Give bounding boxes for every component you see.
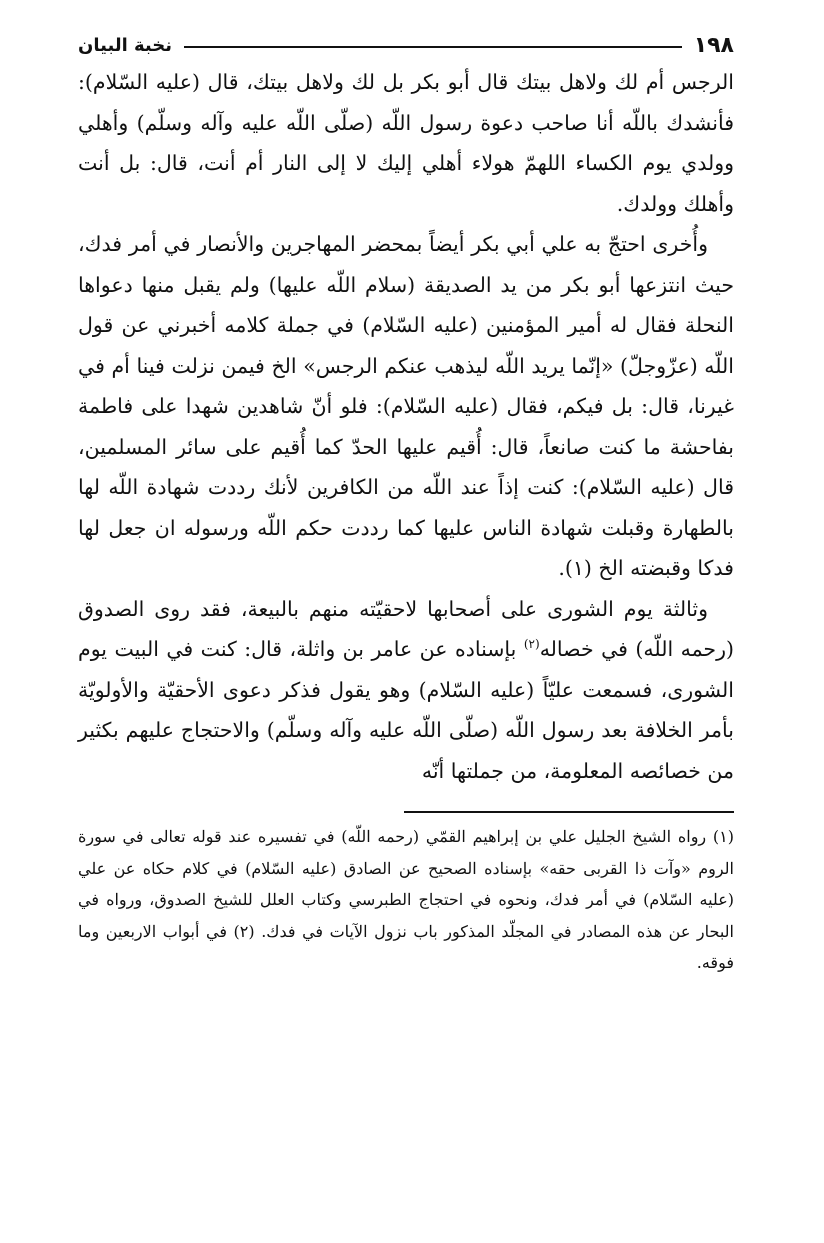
paragraph: وأُخرى احتجّ به علي أبي بكر أيضاً بمحضر المهاجرين والأنصار في أمر فدك، حيث انتزعها أبو بكر من يد الصديقة (سلام اللّه عليها) ولم يقبل منها دعواها النحلة فقال له أمير المؤمنين (عليه السّلام) في جملة كلامه أخبرني عن قول اللّه (عزّوجلّ) «إنّما يريد اللّه ليذهب عنكم الرجس» الخ فيمن نزلت فينا أم في غيرنا، قال: بل فيكم، فقال (عليه السّلام): فلو أنّ شاهدين شهدا على فاطمة بفاحشة ما كنت صانعاً، قال: أُقيم عليها الحدّ كما أُقيم على سائر المسلمين، قال (عليه السّلام): كنت إذاً عند اللّه من الكافرين لأنك رددت شهادة اللّه لها بالطهارة وقبلت شهادة الناس عليها كما رددت حكم اللّه ورسوله ان جعل لها فدكا وقبضته الخ (١). — [78, 232, 734, 580]
paragraph — [78, 589, 734, 792]
main-text — [78, 62, 734, 791]
page-header — [78, 30, 734, 60]
paragraph: الرجس أم لك ولاهل بيتك قال أبو بكر بل لك ولاهل بيتك، قال (عليه السّلام): فأنشدك باللّه أنا صاحب دعوة رسول اللّه (صلّى اللّه عليه وآله وسلّم) وأهلي وولدي يوم الكساء اللهمّ هولاء أهلي إليك لا إلى النار أم أنت، قال: بل أنت وأهلك وولدك. — [78, 70, 734, 216]
footnote-marker[interactable]: (٢) — [523, 637, 540, 652]
header-rule — [184, 46, 682, 48]
footnote: (١) رواه الشيخ الجليل علي بن إبراهيم القمّي (رحمه اللّه) في تفسيره عند قوله تعالى في سورة الروم «وآت ذا القربى حقه» بإسناده الصحيح عن الصادق (عليه السّلام) في كلام حكاه عن علي (عليه السّلام) في أمر فدك، ونحوه في احتجاج الطبرسي وكتاب العلل للشيخ الصدوق، ورواه في البحار عن هذه المصادر في المجلّد المذكور باب نزول الآيات في فدك. (٢) في أبواب الاربعين وما فوقه. — [78, 827, 734, 972]
footnote-separator-wrap — [78, 791, 734, 821]
footnotes — [78, 821, 734, 979]
running-title: نخبة البيان — [78, 34, 173, 56]
paragraph-text: وثالثة يوم الشورى على أصحابها لاحقيّته منهم بالبيعة، فقد روى الصدوق (رحمه اللّه) في خصاله — [78, 596, 735, 661]
footnote-separator — [404, 811, 734, 813]
paragraph-text: بإسناده عن عامر بن واثلة، قال: كنت في البيت يوم الشورى، فسمعت عليّاً (عليه السّلام) وهو يقول فذكر دعوى الأحقيّة والأولويّة بأمر الخلافة بعد رسول اللّه (صلّى اللّه عليه وآله وسلّم) والاحتجاج عليهم بكثير من خصائصه المعلومة، من جملتها أنّه — [78, 637, 734, 783]
page-number: ١٩٨ — [693, 32, 734, 58]
book-page — [78, 30, 734, 979]
